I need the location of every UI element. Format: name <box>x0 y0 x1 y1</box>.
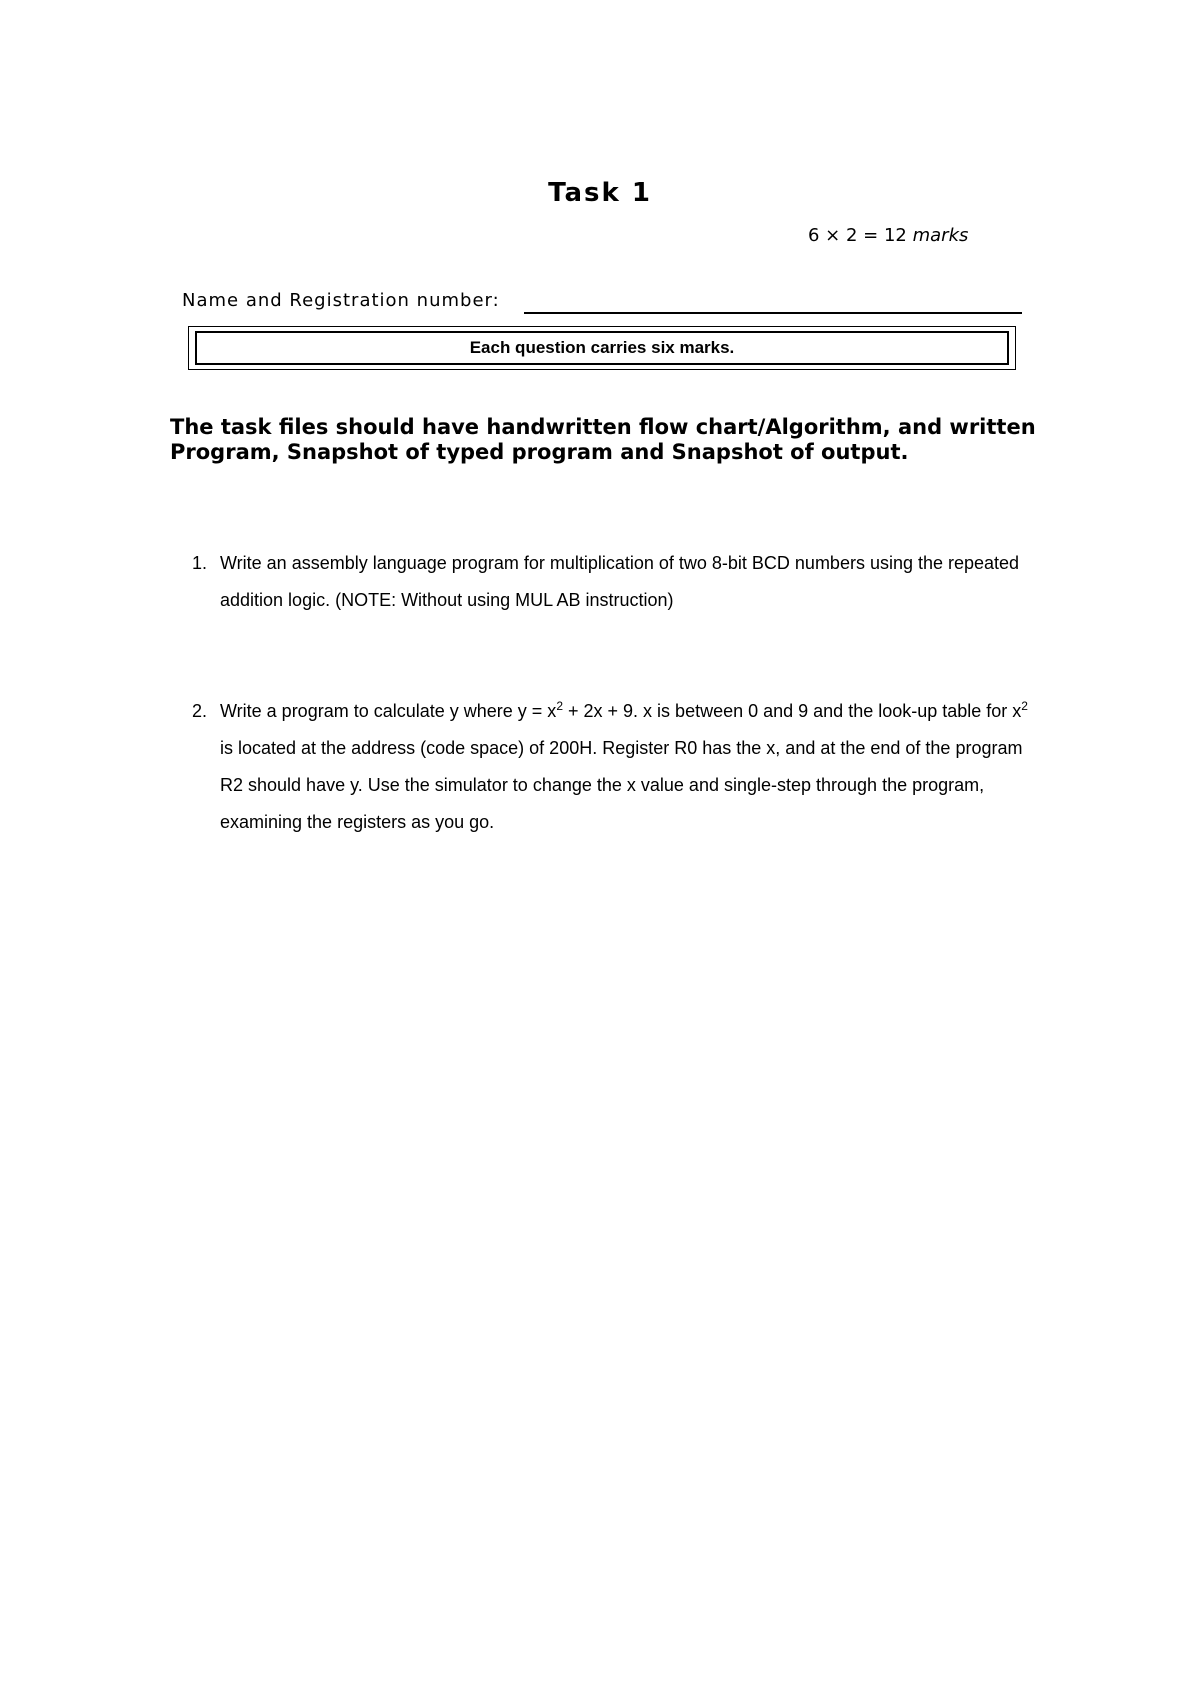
question-text-part-2: + 2x + 9. x is between 0 and 9 and the look-up table for x <box>563 701 1022 721</box>
question-text-part-3: is located at the address (code space) of 200H. Register R0 has the x, and at the end of the program R2 should have y. Use the simulator to change the x value and single-step through the program, examining the registers as you go. <box>220 738 1023 832</box>
question-number: 1. <box>192 553 208 573</box>
name-registration-field <box>182 288 1022 318</box>
question-text-part-1: Write a program to calculate y where y = x <box>220 701 557 721</box>
question-number: 2. <box>192 701 208 721</box>
exponent: 2 <box>1021 699 1028 713</box>
marks-formula: 6 × 2 = <box>808 225 879 246</box>
marks-value: 12 <box>883 225 907 246</box>
marks-allocation <box>808 225 968 246</box>
notice-box <box>188 326 1016 370</box>
question-list <box>192 545 1032 841</box>
question-item-2 <box>192 693 1032 841</box>
task-instruction: The task files should have handwritten flow chart/Algorithm, and written Program, Snapshot of typed program and Snapshot of output. <box>170 415 1036 464</box>
question-item-1 <box>192 545 1032 619</box>
page-title: Task 1 <box>548 178 652 208</box>
name-registration-blank-line <box>524 312 1022 314</box>
notice-text: Each question carries six marks. <box>195 331 1009 365</box>
exponent: 2 <box>556 699 563 713</box>
name-registration-label: Name and Registration number: <box>182 290 500 311</box>
marks-unit: marks <box>912 225 969 246</box>
question-text: Write an assembly language program for multiplication of two 8-bit BCD numbers using the repeated addition logic. (NOTE: Without using MUL AB instruction) <box>220 553 1020 610</box>
